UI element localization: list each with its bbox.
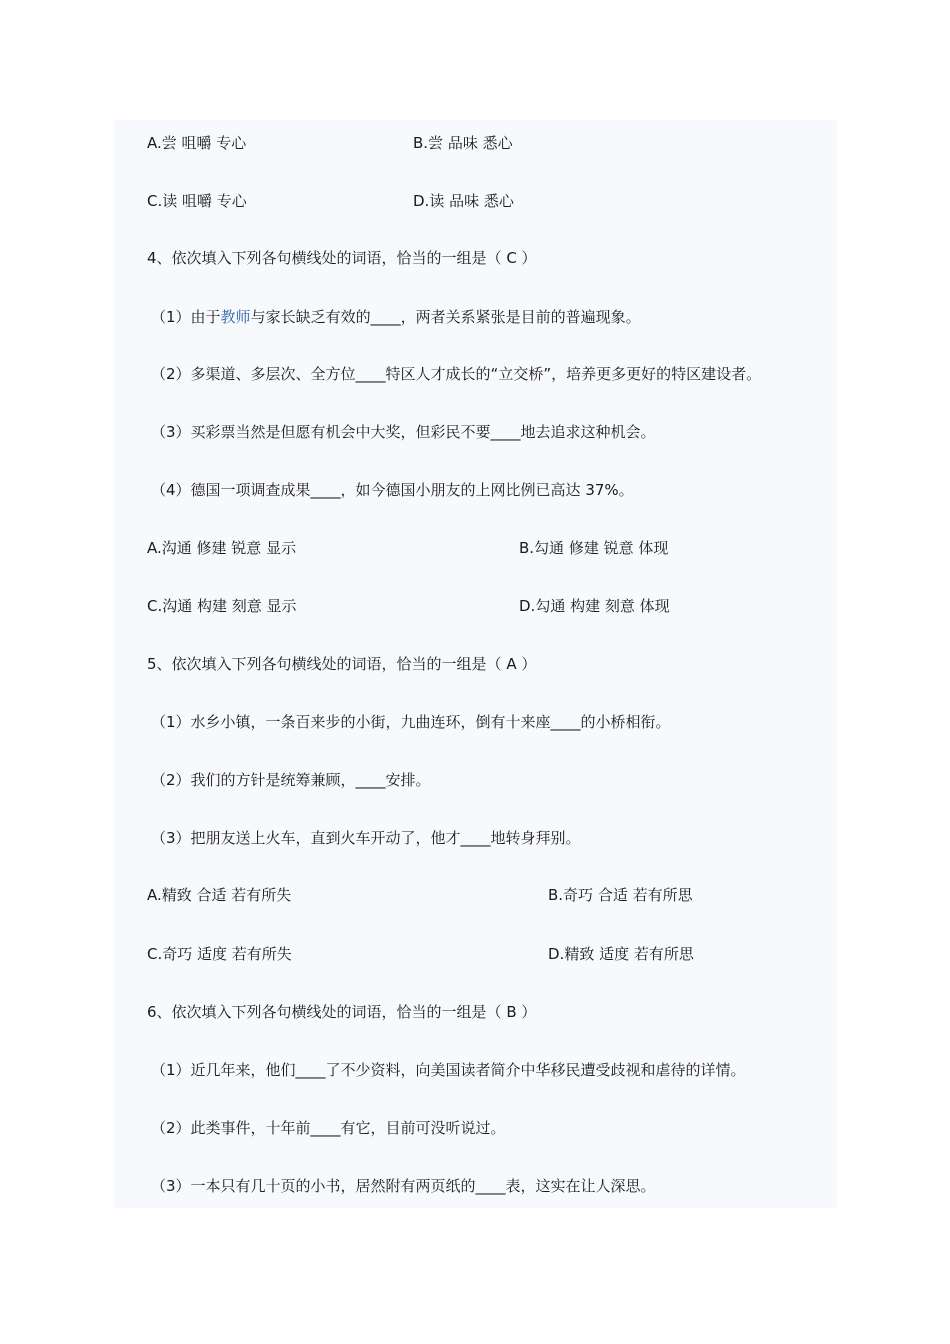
q3-option-a: A.尝 咀嚼 专心 [147,134,247,152]
q5-sentence-1: （1）水乡小镇，一条百来步的小街，九曲连环，倒有十来座____的小桥相衔。 [151,713,671,731]
q5-question: 5、依次填入下列各句横线处的词语，恰当的一组是（ A ） [147,655,537,673]
q5-sentence-3: （3）把朋友送上火车，直到火车开动了，他才____地转身拜别。 [151,829,581,847]
teacher-link[interactable]: 教师 [220,308,251,326]
q5-option-d: D.精致 适度 若有所思 [548,945,694,963]
q6-sentence-1: （1）近几年来，他们____了不少资料，向美国读者简介中华移民遭受歧视和虐待的详情。 [151,1061,746,1079]
q4-sentence-3: （3）买彩票当然是但愿有机会中大奖，但彩民不要____地去追求这种机会。 [151,423,656,441]
q5-option-c: C.奇巧 适度 若有所失 [147,945,292,963]
q5-option-a: A.精致 合适 若有所失 [147,886,292,904]
q4-option-b: B.勾通 修建 锐意 体现 [519,539,669,557]
q4-option-c: C.沟通 构建 刻意 显示 [147,597,297,615]
q4-sentence-1-pre: （1）由于 [151,308,221,326]
q6-question: 6、依次填入下列各句横线处的词语，恰当的一组是（ B ） [147,1003,537,1021]
q3-option-d: D.读 品味 悉心 [413,192,514,210]
q4-sentence-1 [151,307,641,327]
q5-sentence-2: （2）我们的方针是统筹兼顾，____安排。 [151,771,431,789]
q4-option-a: A.沟通 修建 锐意 显示 [147,539,297,557]
q3-option-b: B.尝 品味 悉心 [413,134,513,152]
q6-sentence-2: （2）此类事件，十年前____有它，目前可没听说过。 [151,1119,506,1137]
q6-sentence-3: （3）一本只有几十页的小书，居然附有两页纸的____表，这实在让人深思。 [151,1177,656,1195]
q4-question: 4、依次填入下列各句横线处的词语，恰当的一组是（ C ） [147,249,537,267]
q5-option-b: B.奇巧 合适 若有所思 [548,886,693,904]
q4-sentence-1-post: 与家长缺乏有效的____，两者关系紧张是目前的普遍现象。 [250,308,641,326]
q3-option-c: C.读 咀嚼 专心 [147,192,247,210]
q4-sentence-2: （2）多渠道、多层次、全方位____特区人才成长的“立交桥”，培养更多更好的特区建设者。 [151,365,762,383]
q4-sentence-4: （4）德国一项调查成果____，如今德国小朋友的上网比例已高达 37%。 [151,481,634,499]
q4-option-d: D.勾通 构建 刻意 体现 [519,597,670,615]
